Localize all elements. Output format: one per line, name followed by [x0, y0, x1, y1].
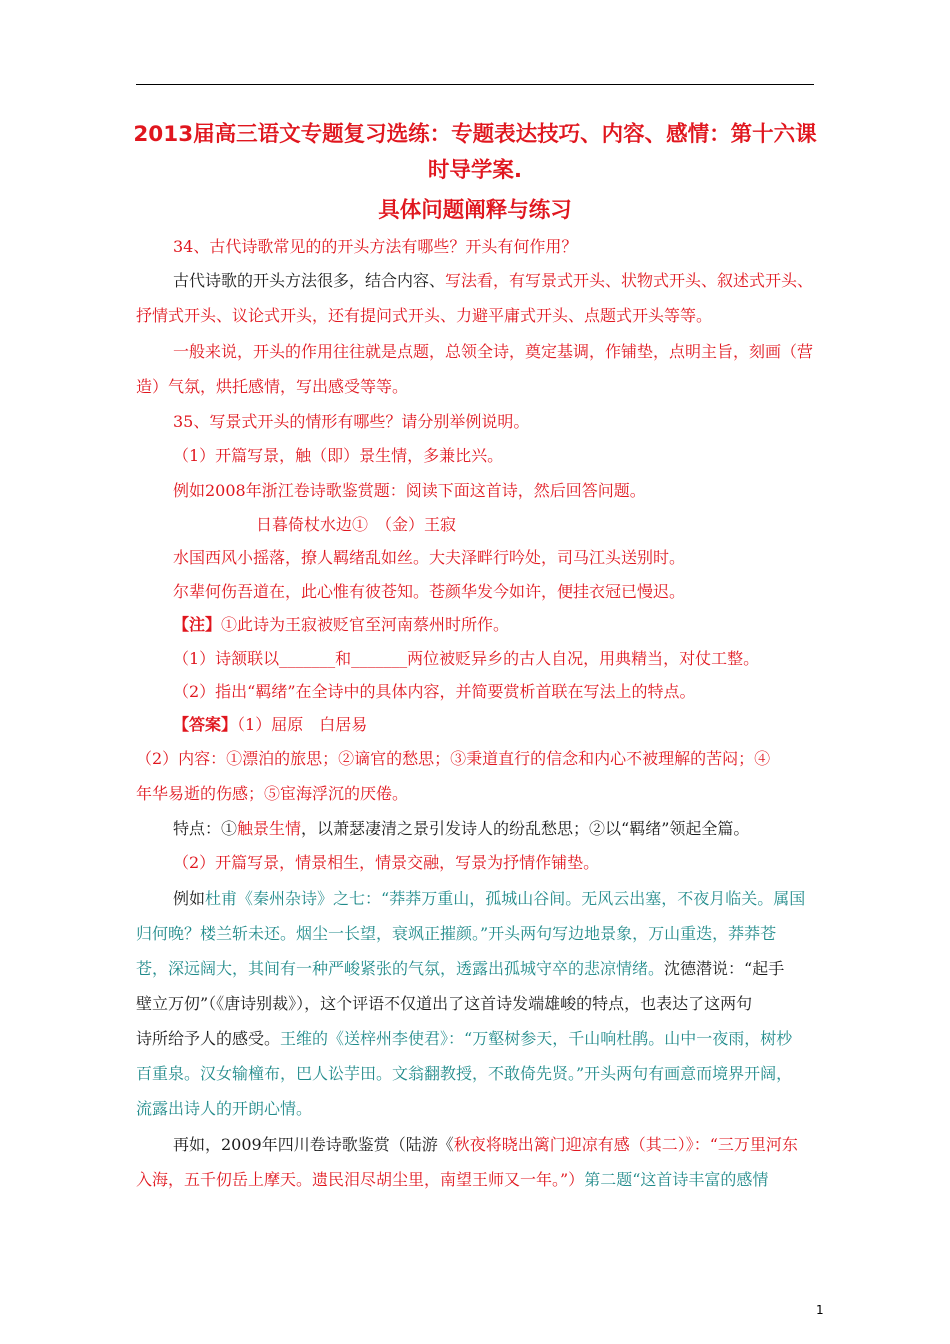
du-fu-line3	[136, 958, 784, 980]
poem-note	[173, 614, 509, 636]
answer-line	[173, 714, 367, 736]
task-1: （1）诗颔联以_______和_______两位被贬异乡的古人自况，用典精当，对仗工整。	[173, 649, 760, 668]
answer-2-line1: （2）内容：①漂泊的旅思；②谪官的愁思；③秉道直行的信念和内心不被理解的苦闷；④	[136, 749, 771, 768]
example-2-line2-a: 入海，五千仞岳上摩天。遗民泪尽胡尘里，南望王师又一年。”）	[136, 1170, 585, 1189]
feature-part-a: 特点：①	[173, 819, 238, 838]
wang-wei-line1-b: 王维的《送梓州李使君》：“万壑树参天，千山响杜鹃。山中一夜雨，树杪	[280, 1029, 793, 1048]
paragraph-1-line1	[173, 270, 813, 292]
question-34: 34、古代诗歌常见的的开头方法有哪些？开头有何作用？	[173, 237, 578, 256]
du-fu-line4: 壁立万仞”（《唐诗别裁》），这个评语不仅道出了这首诗发端雄峻的特点，也表达了这两句	[136, 994, 753, 1013]
answer-text: （1）屈原 白居易	[237, 715, 368, 734]
task-2: （2）指出“羁绪”在全诗中的具体内容，并简要赏析首联在写法上的特点。	[173, 682, 696, 701]
example-2-line1-b: 秋夜将晓出篱门迎凉有感（其二）》：“三万里河东	[453, 1135, 798, 1154]
page-title-line1: 2013届高三语文专题复习选练：专题表达技巧、内容、感情：第十六课	[133, 122, 817, 147]
answer-label: 【答案】	[173, 715, 238, 734]
header-rule	[136, 84, 814, 85]
feature-line	[173, 818, 749, 840]
du-fu-intro: 例如	[173, 889, 206, 908]
paragraph-1-part-b: 写法看，有写景式开头、状物式开头、叙述式开头、	[445, 271, 814, 290]
page-number: 1	[816, 1303, 824, 1317]
paragraph-1-line2: 抒情式开头、议论式开头，还有提问式开头、力避平庸式开头、点题式开头等等。	[136, 306, 713, 325]
section-2-heading: （2）开篇写景，情景相生，情景交融，写景为抒情作铺垫。	[173, 853, 600, 872]
example-2-line2-b: 第二题“这首诗丰富的感情	[584, 1170, 769, 1189]
section-1-heading: （1）开篇写景，触（即）景生情，多兼比兴。	[173, 446, 504, 465]
du-fu-line1	[173, 888, 805, 910]
poem-title: 日暮倚杖水边① （金）王寂	[256, 515, 457, 534]
note-text: ①此诗为王寂被贬官至河南蔡州时所作。	[221, 615, 510, 634]
example-2-line1-a: 再如，2009年四川卷诗歌鉴赏（陆游《	[173, 1135, 454, 1154]
du-fu-line3-b: 沈德潜说：“起手	[664, 959, 785, 978]
paragraph-2-line1: 一般来说，开头的作用往往就是点题，总领全诗，奠定基调，作铺垫，点明主旨，刻画（营	[173, 342, 814, 361]
du-fu-line3-a: 苍，深远阔大，其间有一种严峻紧张的气氛，透露出孤城守卒的悲凉情绪。	[136, 959, 665, 978]
wang-wei-line1	[136, 1028, 792, 1050]
paragraph-1-part-a: 古代诗歌的开头方法很多，结合内容、	[173, 271, 446, 290]
du-fu-poem-start: 杜甫《秦州杂诗》之七：“莽莽万重山，孤城山谷间。无风云出塞，不夜月临关。属国	[205, 889, 806, 908]
wang-wei-line1-a: 诗所给予人的感受。	[136, 1029, 281, 1048]
page-title-line2: 时导学案.	[427, 158, 523, 183]
answer-2-line2: 年华易逝的伤感；⑤宦海浮沉的厌倦。	[136, 784, 409, 803]
feature-part-c: ，以萧瑟凄清之景引发诗人的纷乱愁思；②以“羁绪”领起全篇。	[301, 819, 750, 838]
example-2-line1	[173, 1134, 798, 1156]
wang-wei-line3: 流露出诗人的开朗心情。	[136, 1099, 313, 1118]
feature-part-b: 触景生情	[237, 819, 302, 838]
note-label: 【注】	[173, 615, 222, 634]
poem-line-2: 尔辈何伤吾道在，此心惟有彼苍知。苍颜华发今如许，便挂衣冠已慢迟。	[173, 582, 686, 601]
example-1-intro: 例如2008年浙江卷诗歌鉴赏题：阅读下面这首诗，然后回答问题。	[173, 481, 646, 500]
wang-wei-line2: 百重泉。汉女输橦布，巴人讼芋田。文翁翻教授，不敢倚先贤。”开头两句有画意而境界开阔，	[136, 1064, 793, 1083]
du-fu-line2: 归何晚？楼兰斩未还。烟尘一长望，衰飒正摧颜。”开头两句写边地景象，万山重迭，莽莽苍	[136, 924, 777, 943]
poem-line-1: 水国西风小摇落，撩人羁绪乱如丝。大夫泽畔行吟处，司马江头送别时。	[173, 548, 686, 567]
section-subtitle: 具体问题阐释与练习	[378, 198, 572, 223]
paragraph-2-line2: 造）气氛，烘托感情，写出感受等等。	[136, 377, 409, 396]
example-2-line2	[136, 1169, 768, 1191]
question-35: 35、写景式开头的情形有哪些？请分别举例说明。	[173, 412, 530, 431]
